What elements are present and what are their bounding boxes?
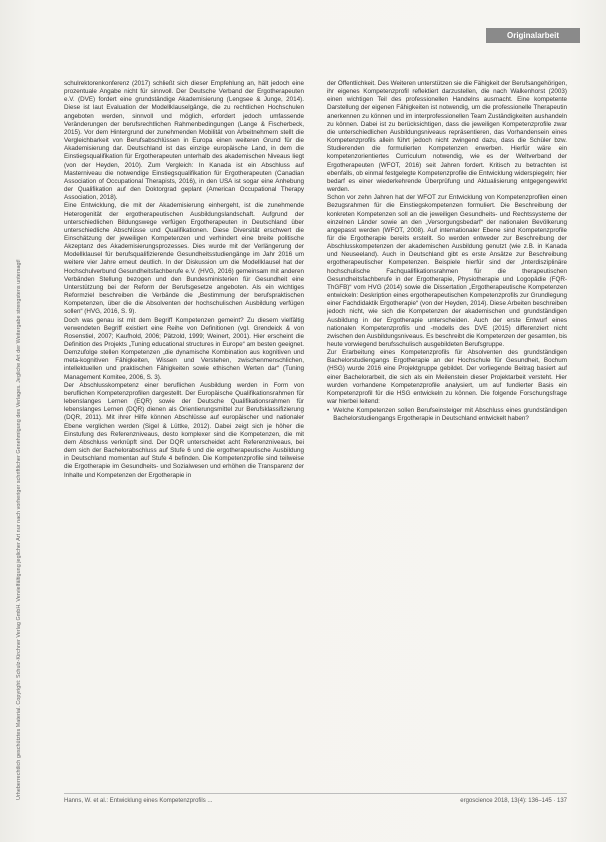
page-footer xyxy=(64,793,567,806)
copyright-text: Urheberrechtlich geschütztes Material. Copyright: Schulz-Kirchner Verlag GmbH. Vervielfältigung jeglicher Art nur nach vorheriger schriftlicher Genehmigung des Verlages. Jegliche Art der Weitergabe strengstens untersagt! xyxy=(16,259,22,800)
research-question xyxy=(327,407,567,423)
paragraph: Eine Entwicklung, die mit der Akademisierung einhergeht, ist die zunehmende Heterogenität der ergotherapeutischen Ausbildungslandschaft. Aufgrund der unterschiedlichen Bildungswege verfügen Ergotherapeuten in Deutschland über unterschiedliche Abschlüsse und Qualifikationen. Diese Diversität erschwert die Einschätzung der jeweiligen Kompetenzen und verhindert eine breite politische Akzeptanz des Akademisierungsprozesses. Dies wurde mit der Verlängerung der Modellklausel für berufsqualifizierende Gesundheitsstudiengänge im Jahr 2016 um weitere vier Jahre erneut deutlich. In der Diskussion um die Modellklausel hat der Hochschulverbund Gesundheitsfachberufe e.V. (HVG, 2016) gemeinsam mit anderen Verbänden Stellung bezogen und den Bundesministerien für Gesundheit eine Unterstützung bei der Reform der Berufsgesetze angeboten. Als ein wichtiges Reformziel beschreiben die Verbände die „Bestimmung der berufspraktischen Kompetenzen, über die die Absolventen der hochschulischen Ausbildung verfügen sollen“ (HVG, 2016, S. 9). xyxy=(64,202,304,316)
paragraph: Schon vor zehn Jahren hat der WFOT zur Entwicklung von Kompetenzprofilen einen Bezugsrahmen für die Einstiegskompetenzen formuliert. Die Beschreibung der konkreten Kompetenzen soll an die jeweiligen Gesundheits- und Rechtssysteme der einzelnen Länder sowie an den „Versorgungsbedarf“ der nationalen Bevölkerung angepasst werden (WFOT, 2008). Auf internationaler Ebene sind Kompetenzprofile für die Ergotherapie bereits erstellt. So werden entweder zur Beschreibung der Abschlusskompetenzen der akademischen Ausbildung genutzt (wie z.B. in Kanada und Neuseeland). Auch in Deutschland gibt es erste Ansätze zur Beschreibung ergotherapeutischer Kompetenzen. Beispiele hierfür sind der „Interdisziplinäre hochschulische Fachqualifikationsrahmen für die therapeutischen Gesundheitsfachberufe in der Ergotherapie, Physiotherapie und Logopädie (FQR-ThGFB)“ vom HVG (2014) sowie die Dissertation „Ergotherapeutische Kompetenzen entwickeln: Deskription eines ergotherapeutischen Kompetenzprofils zur Grundlegung einer Fachdidaktik Ergotherapie“ (von der Heyden, 2014). Diese Arbeiten beschreiben jedoch nicht, wie sich die Kompetenzen der akademischen und grundständigen Ausbildung in der Ergotherapie unterscheiden. Auch der erste Entwurf eines nationalen Kompetenzprofils und -modells des DVE (2015) differenziert nicht zwischen den Ausbildungsniveaus. Es beschreibt die Kompetenzen der gesamten, bis heute vorwiegend berufsschulisch ausgebildeten Berufsgruppe. xyxy=(327,194,567,348)
paragraph: schulrektorenkonferenz (2017) schließt sich dieser Empfehlung an, hält jedoch eine prozentuale Angabe nicht für sinnvoll. Der Deutsche Verband der Ergotherapeuten e.V. (DVE) fordert eine grundständige Akademisierung (Lengsee & Junge, 2014). Diese ist laut Evaluation der Modellklauselgänge, die zu rechtlichen Hochschulen angeboten werden, sinnvoll und möglich, erfordert jedoch umfassende Veränderungen der berufsrechtlichen Rahmenbedingungen (Lange & Fischerbeck, 2015). Vor dem Hintergrund der zunehmenden Mobilität von Arbeitnehmern stellt die Vergleichbarkeit von Berufsabschlüssen in Europa einen weiteren Grund für die Akademisierung dar. Deutschland ist das einzige europäische Land, in dem die Einstiegsqualifikation für Ergotherapeuten unterhalb des akademischen Niveaus liegt (von der Heyden, 2010). Zum Vergleich: In Kanada ist ein Abschluss auf Masterniveau die notwendige Einstiegsqualifikation für Ergotherapeuten (Canadian Association of Occupational Therapists, 2016), in den USA ist sogar eine Anhebung der Qualifikation auf den Doktorgrad geplant (American Occupational Therapy Association, 2018). xyxy=(64,80,304,202)
paragraph: der Öffentlichkeit. Des Weiteren unterstützen sie die Fähigkeit der Berufsangehörigen, ihr eigenes Kompetenzprofil reflektiert darzustellen, die nach Walkenhorst (2003) einen wichtigen Teil des professionellen Handelns ausmacht. Eine kompetente Darstellung der eigenen Fähigkeiten ist notwendig, um die professionelle Therapeutin anerkennen zu können und im interprofessionellen Team Zuständigkeiten aushandeln zu können. Dabei ist zu berücksichtigen, dass die jeweiligen Kompetenzprofile zwar die unterschiedlichen Ausbildungsniveaus repräsentieren, das Vorhandensein eines Kompetenzprofils allein führt jedoch nicht zwingend dazu, dass die Schüler bzw. Studierenden die formulierten Kompetenzen erwerben. Hierfür wäre ein kompetenzorientiertes Curriculum notwendig, wie es der Weltverband der Ergotherapeuten (WFOT, 2016) seit Jahren fordert. Kritisch zu betrachten ist ebenfalls, ob einmal festgelegte Kompetenzprofile die Entwicklung widerspiegeln; hier bedarf es einer wiederkehrende Überprüfung und Aktualisierung entgegengewirkt werden. xyxy=(327,80,567,194)
paragraph: Der Abschlusskompetenz einer beruflichen Ausbildung werden in Form von beruflichen Kompetenzprofilen dargestellt. Der Europäische Qualifikationsrahmen für lebenslanges Lernen (EQR) sowie der Deutsche Qualifikationsrahmen für lebenslanges Lernen (DQR) dienen als Orientierungsmittel zur Berufsklassifizierung (DQR, 2011). Mit ihrer Hilfe können Abschlüsse auf europäischer und nationaler Ebene verglichen werden (Sigel & Lüttke, 2012). Dabei zeigt sich je höher die Einstufung des Referenzniveaus, desto komplexer sind die Kompetenzen, die mit dem Abschluss verknüpft sind. Der DQR unterscheidet acht Referenzniveaus, bei dem sich der Bachelorabschluss auf Stufe 6 und die ergotherapeutische Ausbildung in Deutschland momentan auf Stufe 4 befinden. Die Kompetenzprofile sind teilweise die Ergotherapie im Gesundheits- und Sozialwesen und erhöhen die Transparenz der Inhalte und Kompetenzen der Ergotherapie in xyxy=(64,381,304,479)
paragraph: Zur Erarbeitung eines Kompetenzprofils für Absolventen des grundständigen Bachelorstudiengangs Ergotherapie an der Hochschule für Gesundheit, Bochum (HSG) wurde 2016 eine Projektgruppe gebildet. Der vorliegende Beitrag basiert auf einer Bachelorarbeit, die sich als ein Meilenstein dieser Projektarbeit versteht. Hier wurden vorhandene Kompetenzprofile analysiert, um auf fundierter Basis ein Kompetenzprofil für die HSG entwickeln zu können. Die folgende Forschungsfrage war hierbei leitend: xyxy=(327,349,567,406)
left-text-column xyxy=(64,80,304,766)
bullet-icon: • xyxy=(327,407,330,415)
footer-journal: ergoscience 2018, 13(4): 136–145 · 137 xyxy=(460,798,567,804)
copyright-side-note xyxy=(16,60,26,800)
section-tag: Originalarbeit xyxy=(486,28,580,43)
right-text-column xyxy=(327,80,567,766)
paragraph: Doch was genau ist mit dem Begriff Kompetenzen gemeint? Zu diesem vielfältig verwendeten Begriff existiert eine Reihe von Definitionen (vgl. Grendeick & von Rosenstiel, 2007; Kaufhold, 2006; Pätzold, 1999; Weinert, 2001). Hier erscheint die Definition des Projekts „Tuning educational structures in Europe“ am besten geeignet. Demzufolge stellen Kompetenzen „die dynamische Kombination aus kognitiven und meta-kognitiven Fähigkeiten, Wissen und Verstehen, zwischenmenschlichen, intellektuellen und praktischen Fähigkeiten sowie ethischen Werten dar“ (Tuning Management Komitee, 2006, S. 3). xyxy=(64,316,304,381)
research-question-text: Welche Kompetenzen sollen Berufseinsteiger mit Abschluss eines grundständigen Bachelorstudiengangs Ergotherapie in Deutschland entwickelt haben? xyxy=(333,407,567,423)
footer-citation: Hanns, W. et al.: Entwicklung eines Kompetenzprofils ... xyxy=(64,798,213,804)
